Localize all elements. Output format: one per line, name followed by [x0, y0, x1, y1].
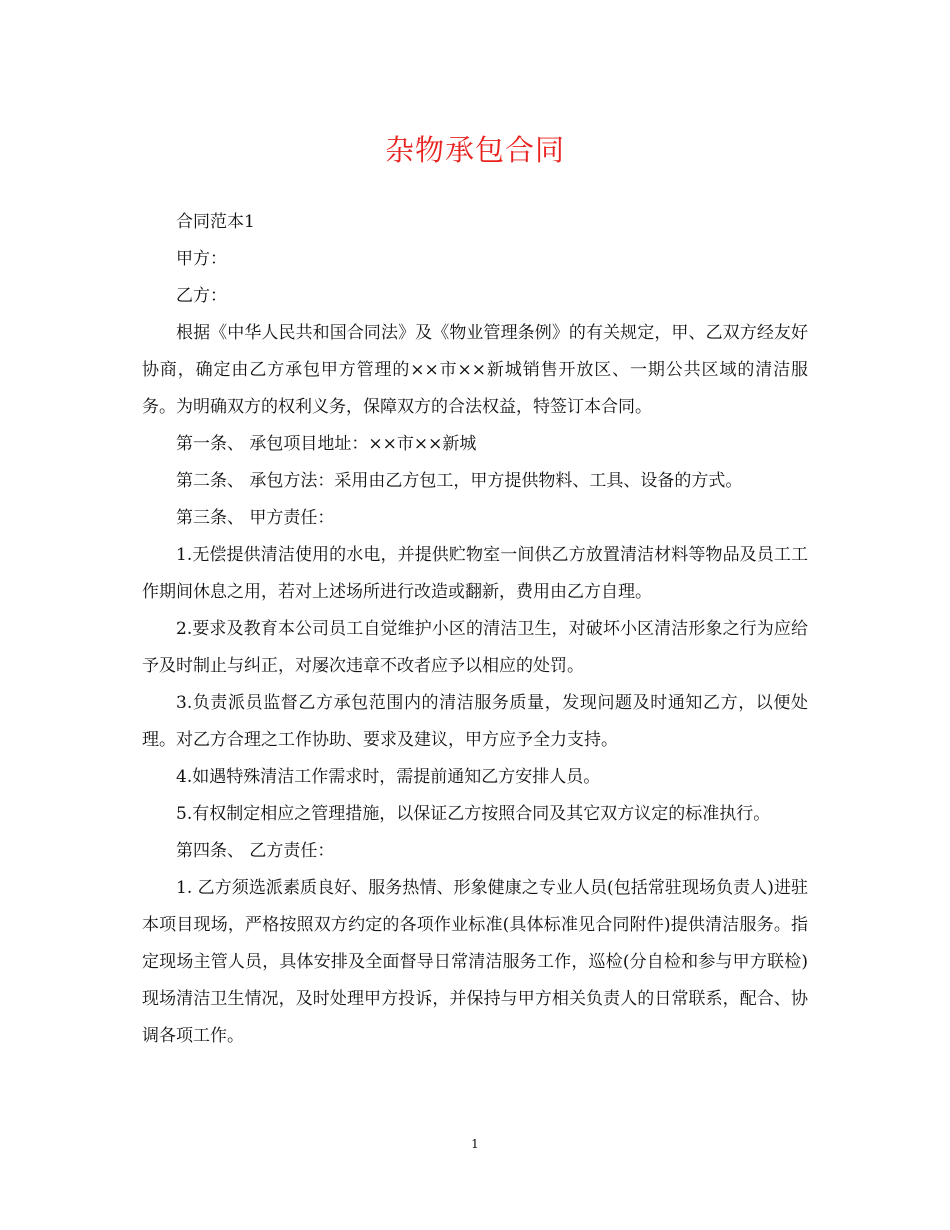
document-body [142, 204, 808, 1055]
paragraph-preamble: 根据《中华人民共和国合同法》及《物业管理条例》的有关规定，甲、乙双方经友好协商，确定由乙方承包甲方管理的××市××新城销售开放区、一期公共区域的清洁服务。为明确双方的权利义务，保障双方的合法权益，特签订本合同。 [142, 323, 808, 417]
page-number: 1 [471, 1137, 479, 1151]
paragraph-article-3-item-2: 2.要求及教育本公司员工自觉维护小区的清洁卫生，对破坏小区清洁形象之行为应给予及时制止与纠正，对屡次违章不改者应予以相应的处罚。 [142, 619, 808, 676]
paragraph-article-4-item-1: 1. 乙方须选派素质良好、服务热情、形象健康之专业人员(包括常驻现场负责人)进驻本项目现场，严格按照双方约定的各项作业标准(具体标准见合同附件)提供清洁服务。指定现场主管人员，具体安排及全面督导日常清洁服务工作，巡检(分自检和参与甲方联检)现场清洁卫生情况，及时处理甲方投诉，并保持与甲方相关负责人的日常联系，配合、协调各项工作。 [142, 878, 808, 1046]
paragraph-party-a: 甲方： [176, 249, 227, 269]
paragraph-article-4-heading: 第四条、 乙方责任： [176, 841, 335, 861]
paragraph-article-3-item-4: 4.如遇特殊清洁工作需求时，需提前通知乙方安排人员。 [176, 767, 601, 787]
paragraph-article-2: 第二条、 承包方法：采用由乙方包工，甲方提供物料、工具、设备的方式。 [176, 471, 743, 491]
paragraph-article-3-item-3: 3.负责派员监督乙方承包范围内的清洁服务质量，发现问题及时通知乙方，以便处理。对乙方合理之工作协助、要求及建议，甲方应予全力支持。 [142, 693, 808, 750]
paragraph-party-b: 乙方： [176, 286, 227, 306]
document-title: 杂物承包合同 [384, 133, 565, 167]
paragraph-article-3-item-1: 1.无偿提供清洁使用的水电，并提供贮物室一间供乙方放置清洁材料等物品及员工工作期间休息之用，若对上述场所进行改造或翻新，费用由乙方自理。 [142, 545, 808, 602]
paragraph-article-1: 第一条、 承包项目地址：××市××新城 [176, 434, 477, 454]
paragraph-template-label: 合同范本1 [176, 212, 255, 232]
paragraph-article-3-item-5: 5.有权制定相应之管理措施，以保证乙方按照合同及其它双方议定的标准执行。 [176, 804, 771, 824]
paragraph-article-3-heading: 第三条、 甲方责任： [176, 508, 335, 528]
